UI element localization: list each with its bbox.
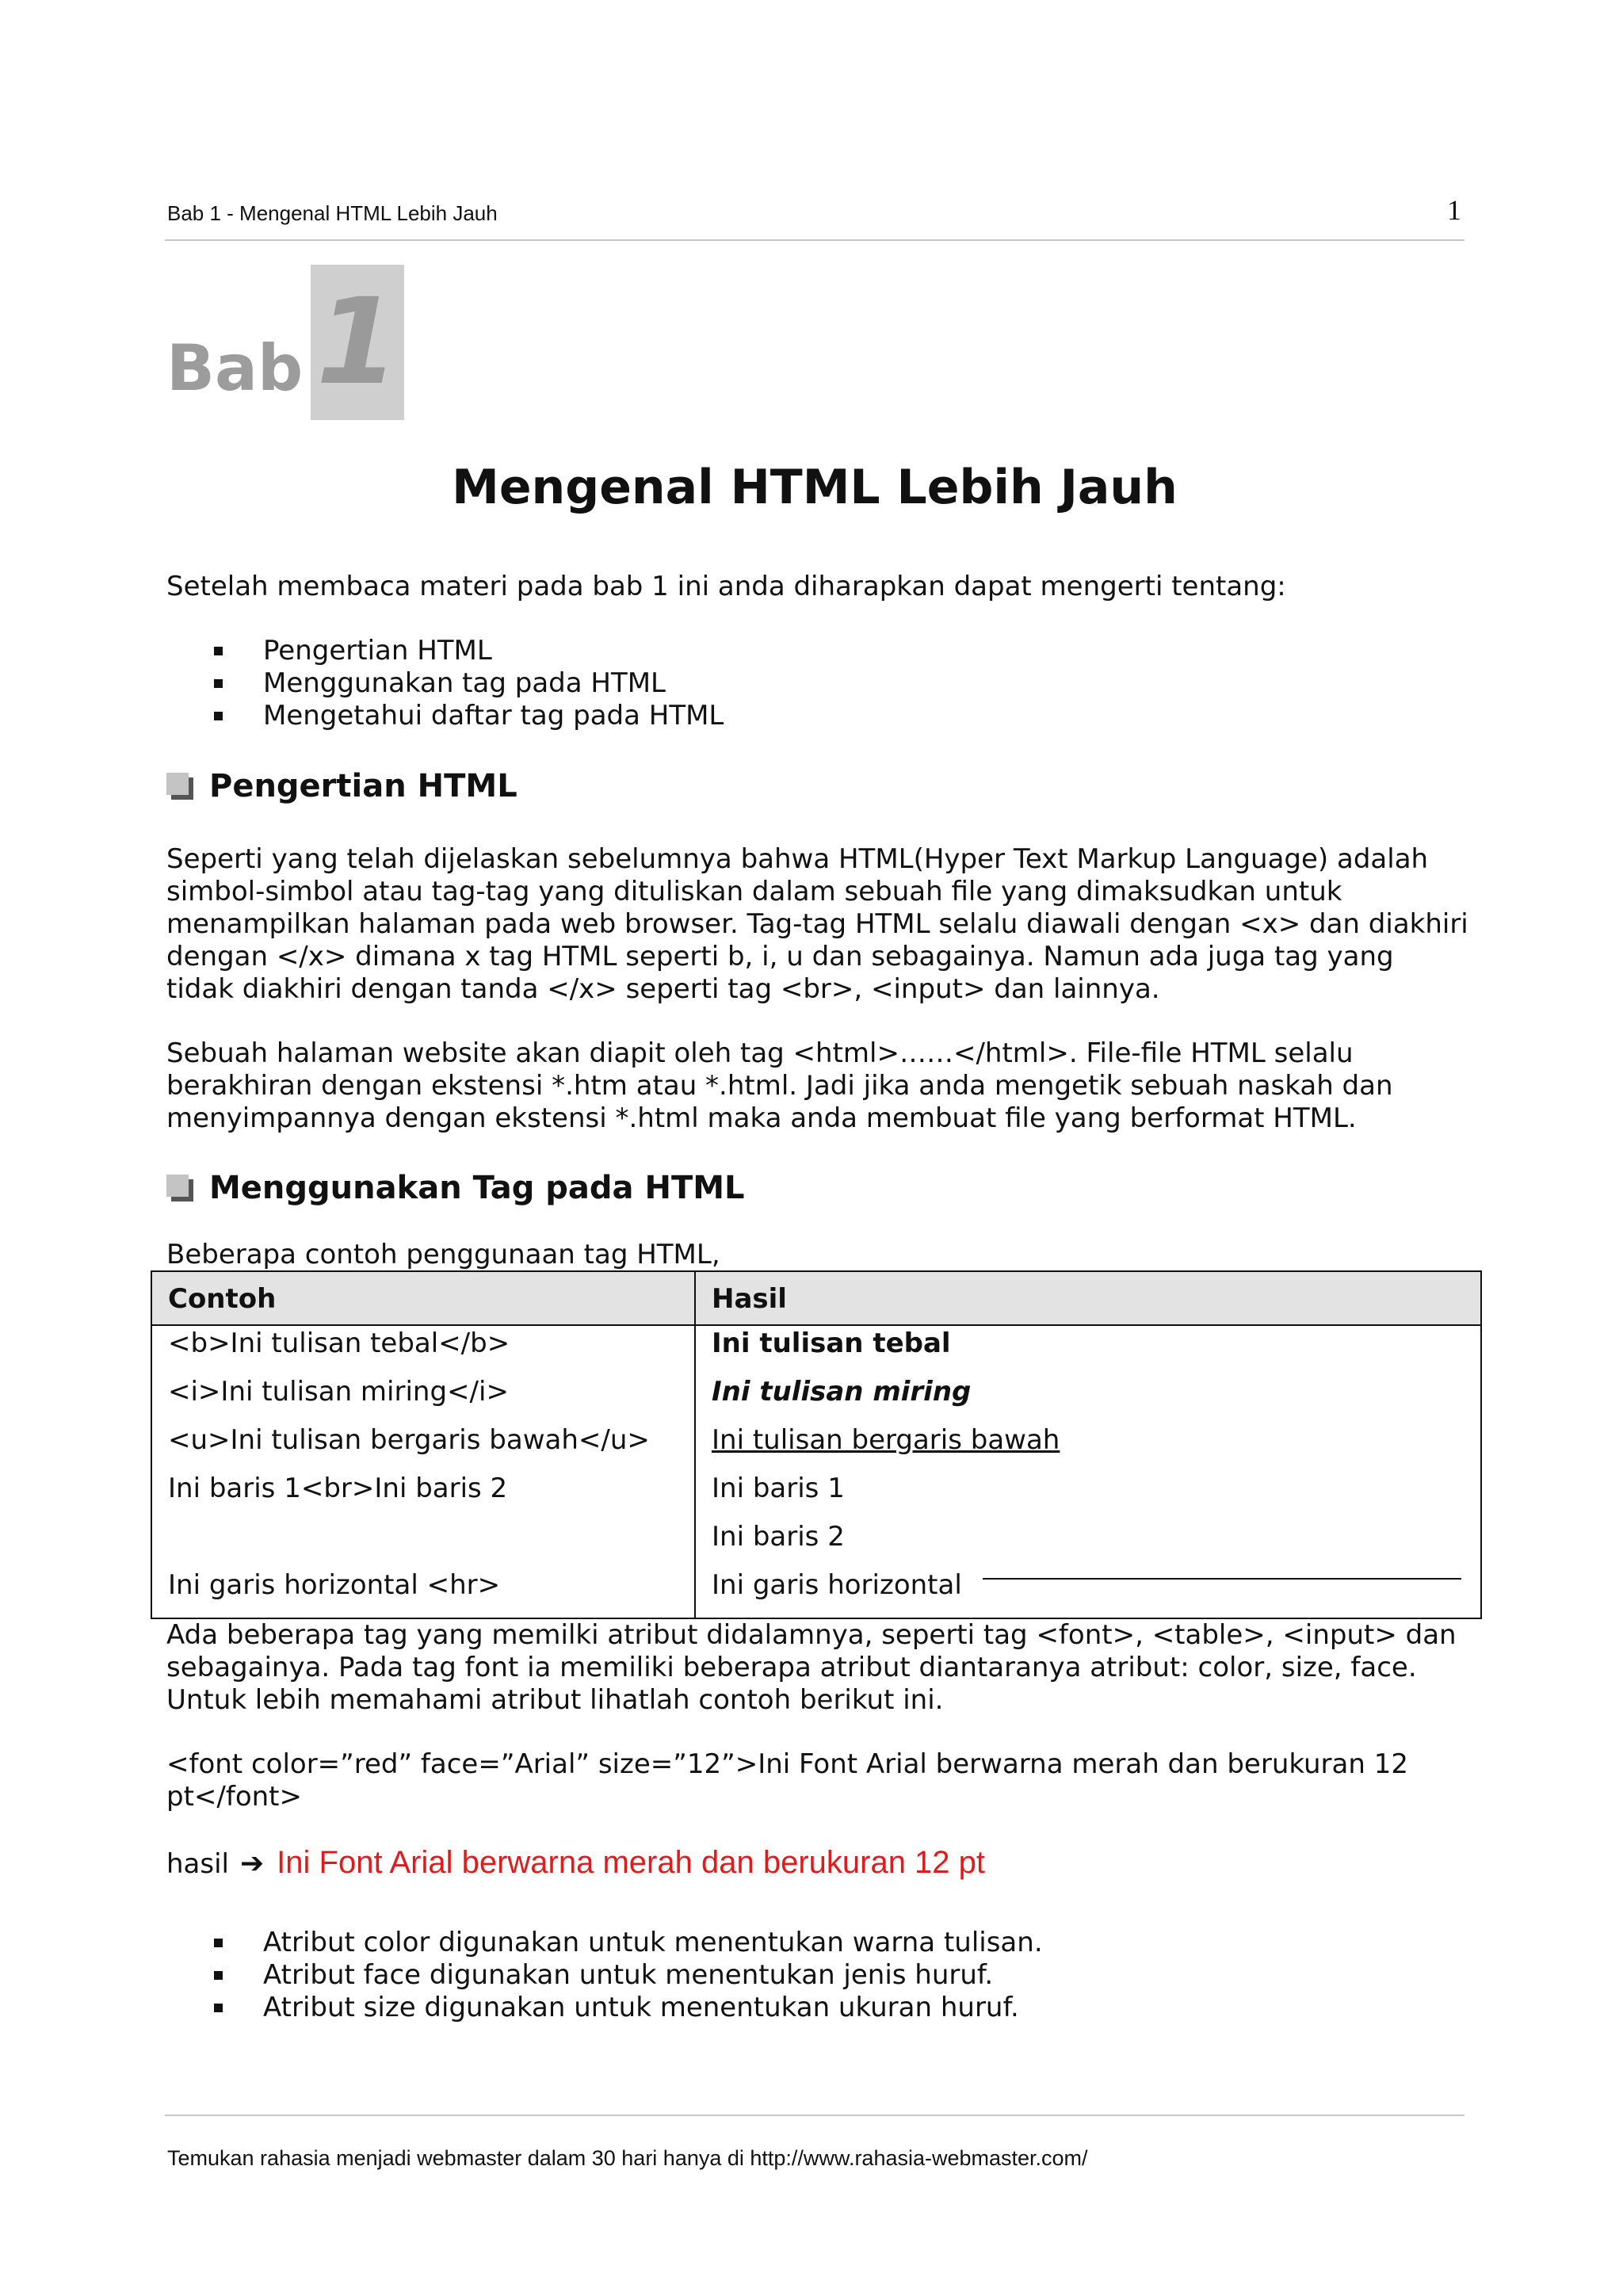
section1-paragraph-2: Sebuah halaman website akan diapit oleh tag <html>……</html>. File-file HTML selalu berakhiran dengan ekstensi *.htm atau *.html. Jadi jika anda mengetik sebuah naskah dan menyimpannya dengan ekstensi *.html maka anda membuat file yang berformat HTML. <box>166 1037 1393 1134</box>
table-header-contoh: Contoh <box>168 1283 277 1315</box>
list-item: Mengetahui daftar tag pada HTML <box>214 700 724 732</box>
tag-example-table <box>151 1270 1482 1619</box>
section-square-icon <box>166 1175 193 1201</box>
list-item: Menggunakan tag pada HTML <box>214 667 724 700</box>
footer-text: Temukan rahasia menjadi webmaster dalam 30 hari hanya di http://www.rahasia-webmaster.com/ <box>167 2146 1088 2170</box>
header-rule <box>165 239 1465 241</box>
table-cell-result: Ini tulisan tebal <box>712 1328 951 1359</box>
table-cell-result: Ini baris 1 <box>712 1473 845 1504</box>
section2-intro: Beberapa contoh penggunaan tag HTML, <box>166 1239 720 1270</box>
intro-text: Setelah membaca materi pada bab 1 ini anda diharapkan dapat mengerti tentang: <box>166 571 1286 602</box>
table-cell-result: Ini baris 2 <box>712 1521 845 1553</box>
font-code-example: <font color=”red” face=”Arial” size=”12”>Ini Font Arial berwarna merah dan berukuran 12 pt</font> <box>166 1748 1408 1813</box>
chapter-number-box <box>311 265 404 420</box>
section2-attribute-paragraph: Ada beberapa tag yang memilki atribut didalamnya, seperti tag <font>, <table>, <input> dan sebagainya. Pada tag font ia memiliki beberapa atribut diantaranya atribut: color, size, face. Untuk lebih memahami atribut lihatlah contoh berikut ini. <box>166 1619 1457 1716</box>
section-square-icon <box>166 773 193 800</box>
list-item: Pengertian HTML <box>214 635 724 667</box>
list-item: Atribut face digunakan untuk menentukan jenis huruf. <box>214 1959 1043 1992</box>
list-item: Atribut color digunakan untuk menentukan warna tulisan. <box>214 1927 1043 1959</box>
font-result-line <box>166 1845 985 1881</box>
footer-rule <box>165 2115 1465 2116</box>
page-number: 1 <box>1447 194 1461 226</box>
table-cell-example: Ini garis horizontal <hr> <box>168 1569 501 1601</box>
bullet-square-icon <box>214 1939 223 1947</box>
arrow-right-icon: ➔ <box>240 1847 265 1880</box>
bullet-square-icon <box>214 1971 223 1980</box>
horizontal-rule-sample <box>983 1578 1461 1580</box>
chapter-label: Bab <box>166 331 304 405</box>
result-label: hasil <box>166 1848 229 1880</box>
table-cell-example: <i>Ini tulisan miring</i> <box>168 1376 509 1408</box>
bullet-square-icon <box>214 2004 223 2012</box>
table-cell-result: Ini tulisan bergaris bawah <box>712 1424 1060 1456</box>
table-column-divider <box>694 1272 696 1618</box>
table-cell-example: <b>Ini tulisan tebal</b> <box>168 1328 510 1359</box>
running-header: Bab 1 - Mengenal HTML Lebih Jauh <box>167 201 498 225</box>
chapter-number: 1 <box>315 273 399 411</box>
section-heading-menggunakan-tag: Menggunakan Tag pada HTML <box>166 1168 745 1208</box>
table-cell-result: Ini garis horizontal <box>712 1569 962 1601</box>
table-cell-example: Ini baris 1<br>Ini baris 2 <box>168 1473 508 1504</box>
bullet-square-icon <box>214 679 223 688</box>
bullet-square-icon <box>214 712 223 720</box>
table-cell-result: Ini tulisan miring <box>712 1376 972 1408</box>
chapter-title: Mengenal HTML Lebih Jauh <box>452 460 1178 515</box>
bullet-square-icon <box>214 647 223 655</box>
list-item: Atribut size digunakan untuk menentukan ukuran huruf. <box>214 1992 1043 2024</box>
red-font-result: Ini Font Arial berwarna merah dan berukuran 12 pt <box>277 1845 986 1880</box>
section1-paragraph-1: Seperti yang telah dijelaskan sebelumnya bahwa HTML(Hyper Text Markup Language) adalah simbol-simbol atau tag-tag yang dituliskan dalam sebuah file yang dimaksudkan untuk menampilkan halaman pada web browser. Tag-tag HTML selalu diawali dengan <x> dan diakhiri dengan </x> dimana x tag HTML seperti b, i, u dan sebagainya. Namun ada juga tag yang tidak diakhiri dengan tanda </x> seperti tag <br>, <input> dan lainnya. <box>166 843 1468 1005</box>
table-header-row <box>152 1272 1480 1326</box>
intro-bullet-list <box>214 635 724 732</box>
section-heading-pengertian: Pengertian HTML <box>166 766 517 806</box>
table-cell-example: <u>Ini tulisan bergaris bawah</u> <box>168 1424 650 1456</box>
attribute-bullet-list <box>214 1927 1043 2024</box>
table-header-hasil: Hasil <box>712 1283 787 1315</box>
